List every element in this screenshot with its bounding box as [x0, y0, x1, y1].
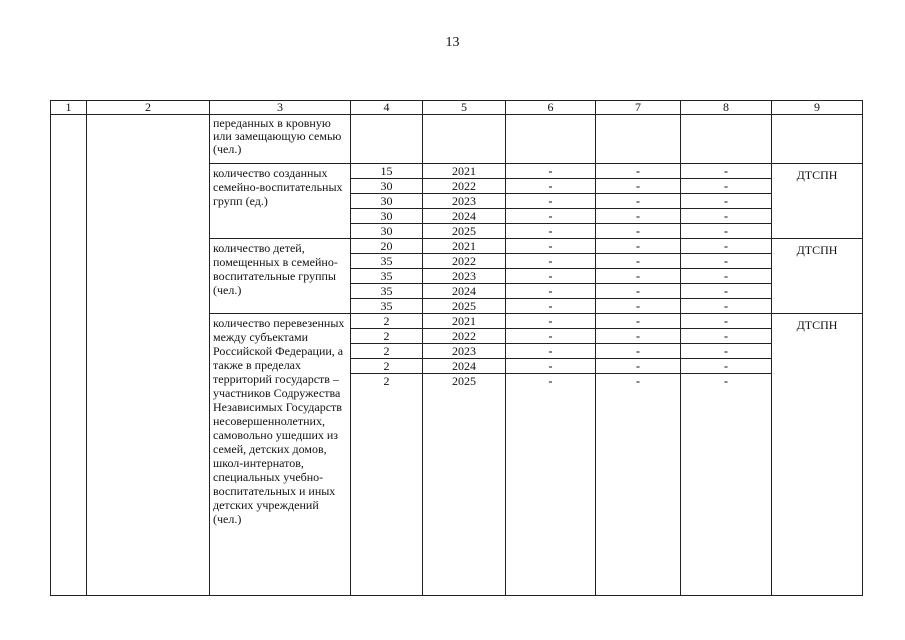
dash-cell: -	[506, 374, 596, 596]
dash-cell: -	[681, 179, 772, 194]
column-number: 8	[681, 101, 772, 115]
column-number: 1	[51, 101, 87, 115]
column-number: 3	[210, 101, 351, 115]
year-cell: 2023	[423, 269, 506, 284]
column-number: 9	[772, 101, 863, 115]
empty-cell	[596, 115, 681, 164]
year-cell: 2021	[423, 239, 506, 254]
dash-cell: -	[596, 209, 681, 224]
target-value-cell: 2	[351, 329, 423, 344]
target-value-cell: 2	[351, 314, 423, 329]
dash-cell: -	[681, 299, 772, 314]
empty-cell	[772, 115, 863, 164]
dash-cell: -	[596, 179, 681, 194]
dash-cell: -	[596, 224, 681, 239]
dash-cell: -	[506, 254, 596, 269]
empty-cell	[351, 115, 423, 164]
dash-cell: -	[506, 239, 596, 254]
dash-cell: -	[506, 344, 596, 359]
indicator-description: количество перевезенных между субъектами Российской Федерации, а также в пределах территорий государств – участников Содружества Независимых Государств несовершеннолетних, самовольно ушедших из семей, детских домов, школ-интернатов, специальных учебно-воспитательных и иных детских учреждений (чел.)	[210, 314, 351, 596]
dash-cell: -	[596, 359, 681, 374]
year-cell: 2025	[423, 224, 506, 239]
responsible-cell: ДТСПН	[772, 164, 863, 239]
target-value-cell: 35	[351, 299, 423, 314]
dash-cell: -	[681, 359, 772, 374]
indicators-table	[50, 100, 863, 596]
year-cell: 2022	[423, 329, 506, 344]
dash-cell: -	[681, 239, 772, 254]
target-value-cell: 15	[351, 164, 423, 179]
dash-cell: -	[596, 164, 681, 179]
year-cell: 2024	[423, 284, 506, 299]
dash-cell: -	[596, 284, 681, 299]
dash-cell: -	[506, 359, 596, 374]
year-cell: 2021	[423, 314, 506, 329]
column-number: 7	[596, 101, 681, 115]
dash-cell: -	[596, 254, 681, 269]
year-cell: 2022	[423, 254, 506, 269]
dash-cell: -	[681, 374, 772, 596]
empty-cell	[423, 115, 506, 164]
dash-cell: -	[506, 179, 596, 194]
column-number: 5	[423, 101, 506, 115]
dash-cell: -	[506, 284, 596, 299]
dash-cell: -	[596, 239, 681, 254]
target-value-cell: 35	[351, 284, 423, 299]
target-value-cell: 30	[351, 209, 423, 224]
dash-cell: -	[506, 209, 596, 224]
dash-cell: -	[596, 314, 681, 329]
responsible-cell: ДТСПН	[772, 314, 863, 596]
empty-cell	[681, 115, 772, 164]
dash-cell: -	[506, 194, 596, 209]
target-value-cell: 30	[351, 224, 423, 239]
year-cell: 2024	[423, 359, 506, 374]
dash-cell: -	[596, 344, 681, 359]
dash-cell: -	[506, 314, 596, 329]
year-cell: 2024	[423, 209, 506, 224]
target-value-cell: 30	[351, 194, 423, 209]
dash-cell: -	[506, 329, 596, 344]
dash-cell: -	[681, 314, 772, 329]
year-cell: 2021	[423, 164, 506, 179]
continuation-description: переданных в кровную или замещающую семью (чел.)	[210, 115, 351, 164]
column-number: 6	[506, 101, 596, 115]
dash-cell: -	[681, 194, 772, 209]
dash-cell: -	[596, 329, 681, 344]
target-value-cell: 2	[351, 374, 423, 596]
target-value-cell: 2	[351, 344, 423, 359]
empty-cell	[506, 115, 596, 164]
dash-cell: -	[506, 299, 596, 314]
year-cell: 2022	[423, 179, 506, 194]
dash-cell: -	[506, 224, 596, 239]
dash-cell: -	[681, 254, 772, 269]
dash-cell: -	[681, 224, 772, 239]
continuation-row	[51, 115, 863, 164]
column-number: 4	[351, 101, 423, 115]
page-number: 13	[445, 35, 460, 50]
dash-cell: -	[506, 164, 596, 179]
responsible-cell: ДТСПН	[772, 239, 863, 314]
dash-cell: -	[681, 329, 772, 344]
target-value-cell: 2	[351, 359, 423, 374]
target-value-cell: 20	[351, 239, 423, 254]
target-value-cell: 30	[351, 179, 423, 194]
dash-cell: -	[596, 269, 681, 284]
year-cell: 2025	[423, 374, 506, 596]
year-cell: 2025	[423, 299, 506, 314]
dash-cell: -	[681, 344, 772, 359]
column-number: 2	[87, 101, 210, 115]
column-numbers-row	[51, 101, 863, 115]
dash-cell: -	[681, 164, 772, 179]
year-cell: 2023	[423, 344, 506, 359]
indicator-description: количество детей, помещенных в семейно-воспитательные группы (чел.)	[210, 239, 351, 314]
dash-cell: -	[681, 284, 772, 299]
indicator-description: количество созданных семейно-воспитательных групп (ед.)	[210, 164, 351, 239]
target-value-cell: 35	[351, 254, 423, 269]
dash-cell: -	[681, 209, 772, 224]
dash-cell: -	[506, 269, 596, 284]
col1-cell	[51, 115, 87, 596]
col2-cell	[87, 115, 210, 596]
year-cell: 2023	[423, 194, 506, 209]
dash-cell: -	[596, 299, 681, 314]
dash-cell: -	[596, 194, 681, 209]
dash-cell: -	[681, 269, 772, 284]
dash-cell: -	[596, 374, 681, 596]
target-value-cell: 35	[351, 269, 423, 284]
